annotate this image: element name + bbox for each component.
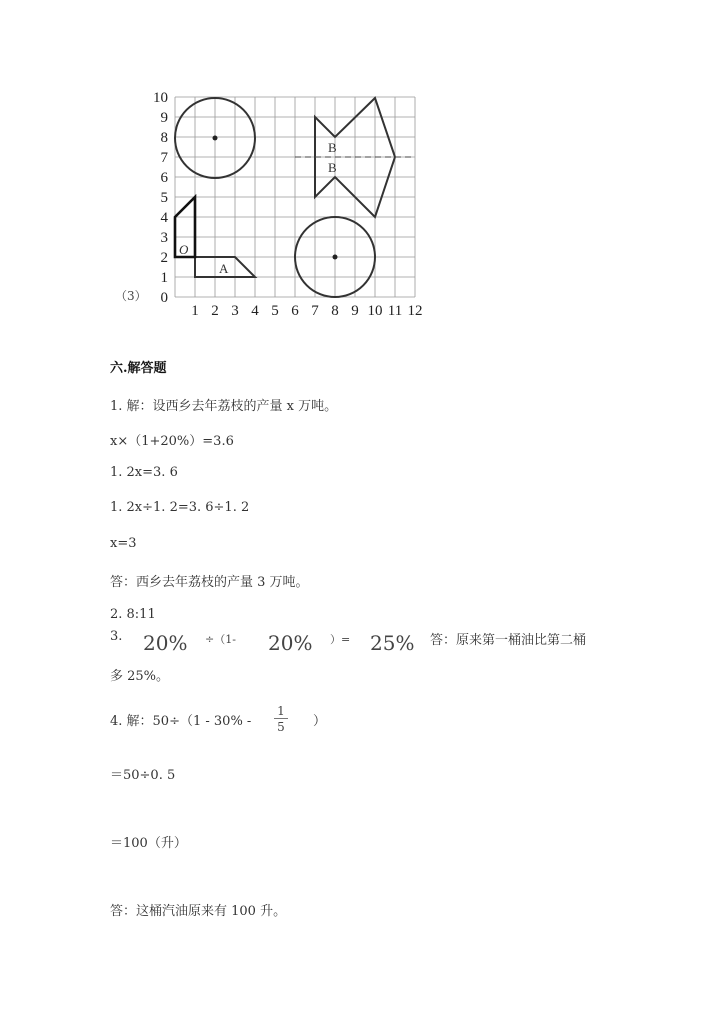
y-tick-label: 10 (153, 90, 168, 106)
x-tick-label: 10 (367, 303, 383, 319)
q3-answer-part2: 多 25%。 (110, 669, 170, 684)
q2-line1: 2. 8:11 (110, 607, 156, 622)
q1-answer: 答：西乡去年荔枝的产量 3 万吨。 (110, 575, 309, 590)
q1-line1: 1. 解：设西乡去年荔枝的产量 x 万吨。 (110, 399, 338, 414)
q3-answer-part1: 答：原来第一桶油比第二桶 (430, 633, 587, 648)
figure-label: （3） (115, 289, 147, 303)
label-b-bottom: B (328, 160, 337, 175)
x-tick-label: 9 (351, 303, 359, 319)
fraction-denominator: 5 (277, 720, 285, 734)
y-tick-label: 4 (160, 210, 168, 226)
center-dot-bottom (333, 255, 338, 260)
q3-pct3: 25% (370, 631, 415, 655)
y-tick-label: 1 (160, 270, 168, 286)
coordinate-grid-figure (0, 0, 720, 330)
q4-answer: 答：这桶汽油原来有 100 升。 (110, 904, 287, 919)
label-b-top: B (328, 140, 337, 155)
y-tick-label: 7 (160, 150, 168, 166)
q1-line3: 1. 2x=3. 6 (110, 465, 178, 480)
q3-pct1: 20% (143, 631, 188, 655)
q1-line5: x=3 (110, 536, 137, 551)
y-tick-label: 8 (160, 130, 168, 146)
q4-line3: ＝100（升） (110, 836, 187, 851)
y-tick-label: 0 (160, 290, 168, 306)
q3-op2: ）= (330, 633, 351, 646)
y-tick-label: 5 (160, 190, 168, 206)
grid-lines (175, 97, 415, 297)
x-tick-label: 3 (231, 303, 239, 319)
q4-line2: ＝50÷0. 5 (110, 768, 176, 783)
x-tick-label: 6 (291, 303, 299, 319)
x-tick-label: 1 (191, 303, 199, 319)
q4-close-paren: ） (313, 714, 327, 729)
q3-prefix: 3. (110, 629, 123, 644)
y-tick-label: 2 (160, 250, 168, 266)
y-tick-label: 3 (160, 230, 168, 246)
x-tick-label: 8 (331, 303, 339, 319)
fraction-numerator: 1 (274, 704, 288, 719)
q3-pct2: 20% (268, 631, 313, 655)
y-axis-ticks (153, 90, 169, 306)
q1-line4: 1. 2x÷1. 2=3. 6÷1. 2 (110, 500, 250, 515)
x-tick-label: 12 (407, 303, 423, 319)
x-tick-label: 4 (251, 303, 259, 319)
q4-line1: 4. 解：50÷（1 - 30% - (110, 714, 252, 729)
label-o: O (179, 242, 189, 257)
center-dot-top (213, 136, 218, 141)
q3-op1: ÷（1- (205, 633, 236, 646)
x-tick-label: 7 (311, 303, 319, 319)
q1-line2: x×（1+20%）=3.6 (110, 434, 234, 449)
label-a: A (219, 261, 229, 276)
x-axis-ticks (191, 303, 422, 319)
q4-fraction (274, 704, 288, 735)
section-title: 六.解答题 (110, 361, 167, 376)
y-tick-label: 6 (160, 170, 168, 186)
x-tick-label: 2 (211, 303, 219, 319)
y-tick-label: 9 (160, 110, 168, 126)
x-tick-label: 5 (271, 303, 279, 319)
x-tick-label: 11 (387, 303, 403, 319)
